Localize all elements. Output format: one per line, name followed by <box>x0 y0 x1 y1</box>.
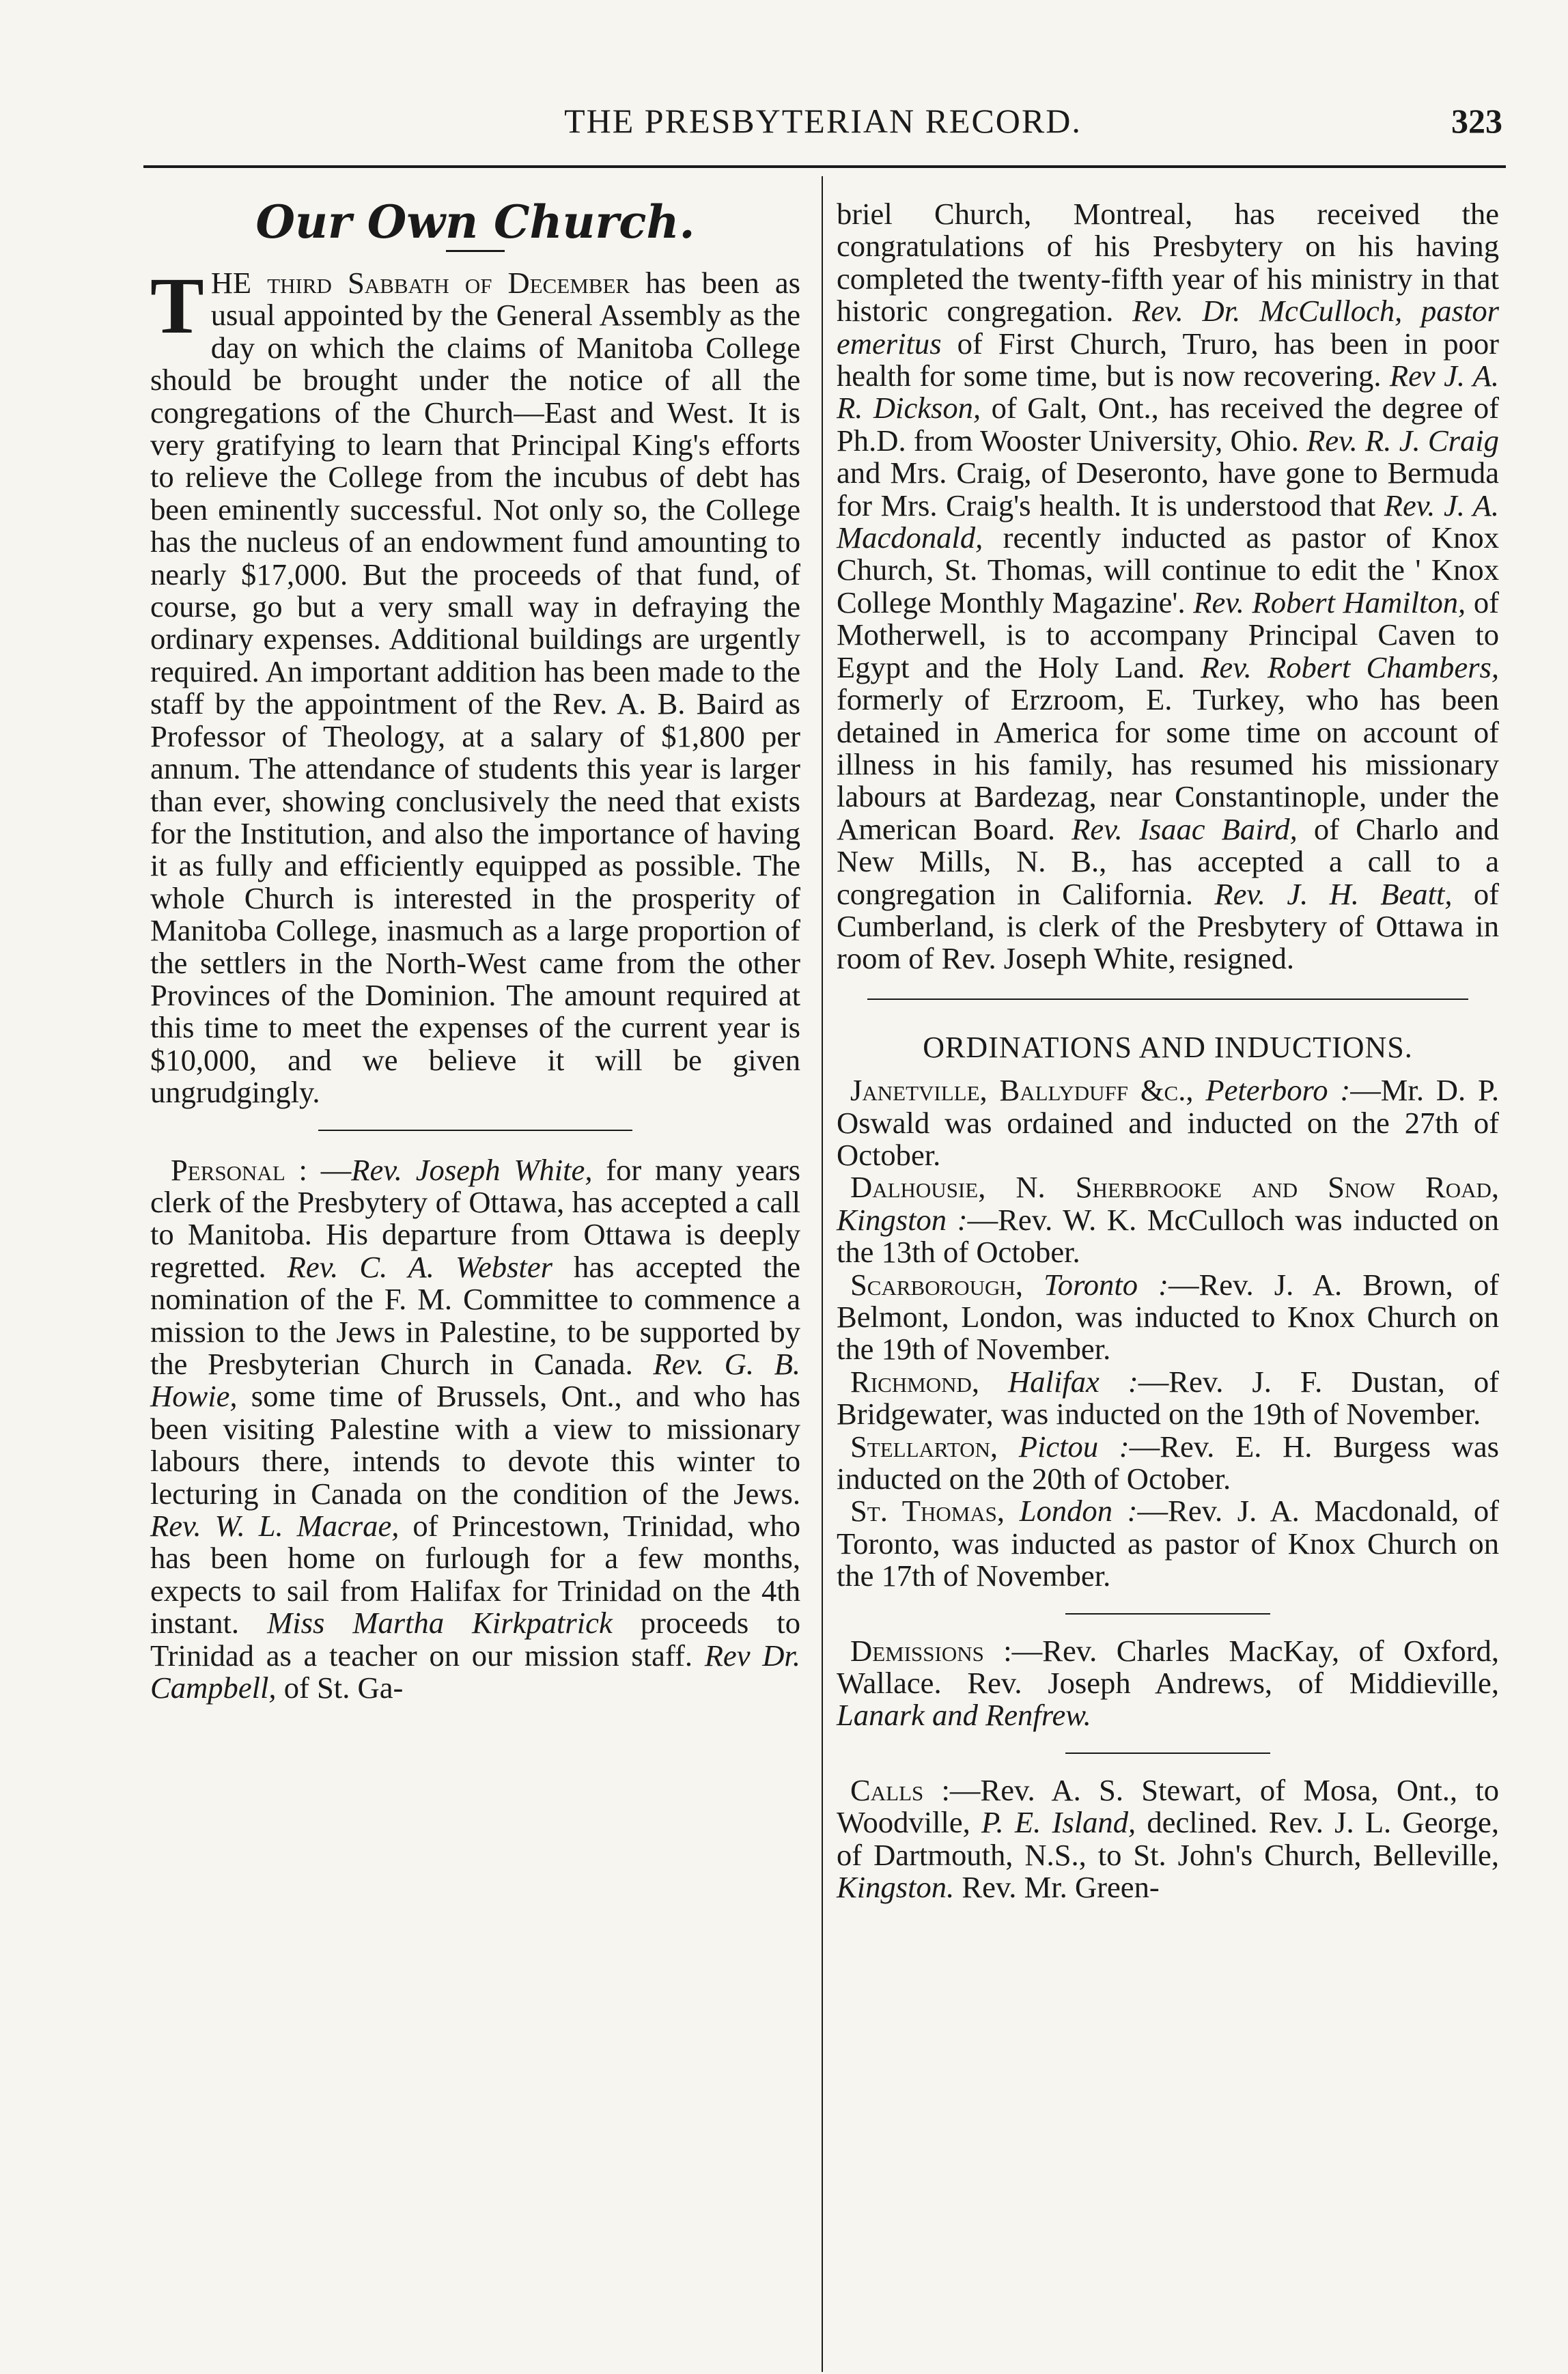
calls-entry <box>837 1774 1499 1904</box>
text-run: of Galt, Ont., has received the degree of Ph.D. from Wooster University, Ohio. <box>837 391 1500 458</box>
personal-paragraph <box>150 1154 800 1705</box>
ordination-presbytery: Toronto : <box>1044 1267 1168 1302</box>
ordination-presbytery: London : <box>1019 1494 1138 1528</box>
demissions-text: —Rev. Charles MacKay, of Oxford, Wallace. Rev. Joseph Andrews, of Middieville, <box>837 1633 1499 1701</box>
ordination-presbytery: Kingston : <box>837 1202 968 1237</box>
name-italic: Rev. Dr. McCulloch, pastor emeritus <box>837 294 1500 361</box>
text-run: recently inducted as pastor of Knox Church, St. Thomas, will continue to edit the ' Knox College Monthly Magazine'. <box>837 520 1499 619</box>
text-run: of Cumberland, is clerk of the Presbytery of Ottawa in room of Rev. Joseph White, resigned. <box>837 876 1499 976</box>
ordinations-rule <box>867 999 1468 1000</box>
ordination-entry <box>837 1171 1499 1268</box>
text-run: for many years clerk of the Presbytery of Ottawa, has accepted a call to Manitoba. His departure from Ottawa is deeply regretted. <box>150 1152 800 1284</box>
name-italic: Rev Dr. Campbell, <box>150 1638 800 1705</box>
ordination-presbytery: Pictou : <box>1018 1429 1130 1464</box>
ordination-place: Richmond, <box>850 1364 1009 1399</box>
text-run: — <box>307 1152 352 1187</box>
ordination-presbytery: Peterboro : <box>1205 1073 1351 1108</box>
ordination-text: —Rev. J. A. Brown, of Belmont, London, was inducted to Knox Church on the 19th of November. <box>837 1267 1500 1367</box>
ordination-place: Dalhousie, N. Sherbrooke and Snow Road, <box>850 1170 1499 1205</box>
personal-label: Personal : <box>171 1152 307 1187</box>
name-italic: Rev. Isaac Baird, <box>1072 811 1298 846</box>
name-italic: Rev. J. H. Beatt, <box>1214 876 1453 911</box>
name-italic: Rev. G. B. Howie, <box>150 1347 801 1414</box>
text-run: —Rev. A. S. Stewart, of Mosa, Ont., to Woodville, <box>837 1772 1499 1840</box>
ordination-entry <box>837 1431 1499 1496</box>
name-italic: Rev J. A. R. Dickson, <box>837 359 1499 425</box>
name-italic: Rev. C. A. Webster <box>287 1249 552 1284</box>
text-run: proceeds to Trinidad as a teacher on our mission staff. <box>150 1606 800 1673</box>
personal-text <box>150 1153 800 1705</box>
name-italic: Miss Martha Kirkpatrick <box>267 1606 613 1640</box>
ordination-text: —Mr. D. P. Oswald was ordained and inducted on the 27th of October. <box>837 1073 1499 1172</box>
name-italic: Rev. R. J. Craig <box>1306 423 1499 458</box>
ordination-entry <box>837 1074 1499 1171</box>
name-italic: P. E. Island, <box>981 1805 1136 1840</box>
section-end-rule <box>318 1130 632 1131</box>
name-italic: Rev. W. L. Macrae, <box>150 1509 400 1544</box>
lead-smallcaps: HE third Sabbath of December <box>210 266 630 300</box>
name-italic: Rev. Robert Hamilton, <box>1193 585 1466 619</box>
demissions-label: Demissions : <box>850 1633 1012 1668</box>
right-column <box>837 198 1499 1904</box>
name-italic: Rev. Robert Chambers, <box>1201 650 1499 684</box>
text-run: formerly of Erzroom, E. Turkey, who has been detained in America for some time on account of illness in his family, has resumed his missionary labours at Bardezag, near Constantinople, under the American Board. <box>837 682 1499 846</box>
text-run: of First Church, Truro, has been in poor health for some time, but is now recovering. <box>837 326 1499 393</box>
ordination-place: St. Thomas, <box>850 1494 1020 1528</box>
header-rule <box>143 165 1506 168</box>
ordination-place: Janetville, Ballyduff &c., <box>850 1073 1206 1108</box>
ordination-text: —Rev. E. H. Burgess was inducted on the 20th of October. <box>837 1429 1499 1496</box>
page-number: 323 <box>1451 102 1502 140</box>
demissions-rule <box>1065 1613 1270 1615</box>
ordination-presbytery: Halifax : <box>1008 1364 1138 1399</box>
text-run: declined. Rev. J. L. George, of Dartmouth, N.S., to St. John's Church, Belleville, <box>837 1805 1499 1872</box>
left-column <box>150 195 801 1705</box>
calls-label: Calls : <box>850 1772 950 1807</box>
calls-rule <box>1065 1752 1270 1754</box>
ordination-entry <box>837 1495 1499 1592</box>
text-run: of Charlo and New Mills, N. B., has accepted a call to a congregation in California. <box>837 811 1499 911</box>
ordinations-heading: ORDINATIONS AND INDUCTIONS. <box>923 1030 1413 1064</box>
lead-paragraph <box>150 261 800 1110</box>
running-head <box>143 101 1502 149</box>
demissions-italic: Lanark and Renfrew. <box>837 1698 1091 1733</box>
ordination-place: Stellarton, <box>850 1429 1019 1464</box>
name-italic: Rev. J. A. Macdonald, <box>837 488 1499 555</box>
ordination-text: —Rev. J. A. Macdonald, of Toronto, was inducted as pastor of Knox Church on the 17th of November. <box>837 1494 1499 1593</box>
name-italic: Rev. Joseph White, <box>351 1152 593 1187</box>
running-title: THE PRESBYTERIAN RECORD. <box>564 102 1082 140</box>
text-run: some time of Brussels, Ont., and who has been visiting Palestine with a view to missionary labours there, intends to devote this winter to lecturing in Canada on the condition of the Jews. <box>150 1379 800 1511</box>
text-run: of St. Ga- <box>276 1671 404 1705</box>
text-run: and Mrs. Craig, of Deseronto, have gone to Bermuda for Mrs. Craig's health. It is understood that <box>837 456 1499 522</box>
name-italic: Kingston. <box>837 1870 955 1905</box>
section-title: Our Own Church. <box>255 195 695 249</box>
text-run: of Motherwell, is to accompany Principal Caven to Egypt and the Holy Land. <box>837 585 1499 684</box>
drop-cap: T <box>150 261 204 350</box>
text-run: has accepted the nomination of the F. M. Committee to commence a mission to the Jews in Palestine, to be supported by the Presbyterian Church in Canada. <box>150 1249 800 1381</box>
text-run: Rev. Mr. Green- <box>954 1870 1160 1905</box>
column-divider <box>822 176 823 2372</box>
personal-continuation <box>837 198 1499 975</box>
ordination-place: Scarborough, <box>850 1267 1044 1302</box>
title-rule <box>446 250 505 252</box>
ordination-text: —Rev. W. K. McCulloch was inducted on the 13th of October. <box>837 1202 1499 1270</box>
lead-text: has been as usual appointed by the General Assembly as the day on which the claims of Manitoba College should be brought under the notice of all the congregations of the Church—East and West. It is very gratifying to learn that Principal King's efforts to relieve the College from the incubus of debt has been eminently successful. Not only so, the College has the nucleus of an endowment fund amounting to nearly $17,000. But the proceeds of that fund, of course, go but a very small way in defraying the ordinary expenses. Additional buildings are urgently required. An important addition has been made to the staff by the appointment of the Rev. A. B. Baird as Professor of Theology, at a salary of $1,800 per annum. The attendance of students this year is larger than ever, showing conclusively the need that exists for the Institution, and also the importance of having it as fully and efficiently equipped as possible. The whole Church is interested in the prosperity of Manitoba College, inasmuch as a large proportion of the settlers in the North-West came from the other Provinces of the Dominion. The amount required at this time to meet the expenses of the current year is $10,000, and we believe it will be given ungrudgingly. <box>150 266 800 1110</box>
text-run: of Princestown, Trinidad, who has been home on furlough for a few months, expects to sail from Halifax for Trinidad on the 4th instant. <box>150 1509 800 1640</box>
ordination-entry <box>837 1269 1499 1366</box>
ordination-entry <box>837 1366 1499 1431</box>
demissions-entry <box>837 1635 1499 1732</box>
text-run: briel Church, Montreal, has received the congratulations of his Presbytery on his having completed the twenty-fifth year of his ministry in that historic congregation. <box>837 197 1499 329</box>
ordinations-list <box>837 1074 1499 1593</box>
ordination-text: —Rev. J. F. Dustan, of Bridgewater, was inducted on the 19th of November. <box>837 1364 1499 1432</box>
